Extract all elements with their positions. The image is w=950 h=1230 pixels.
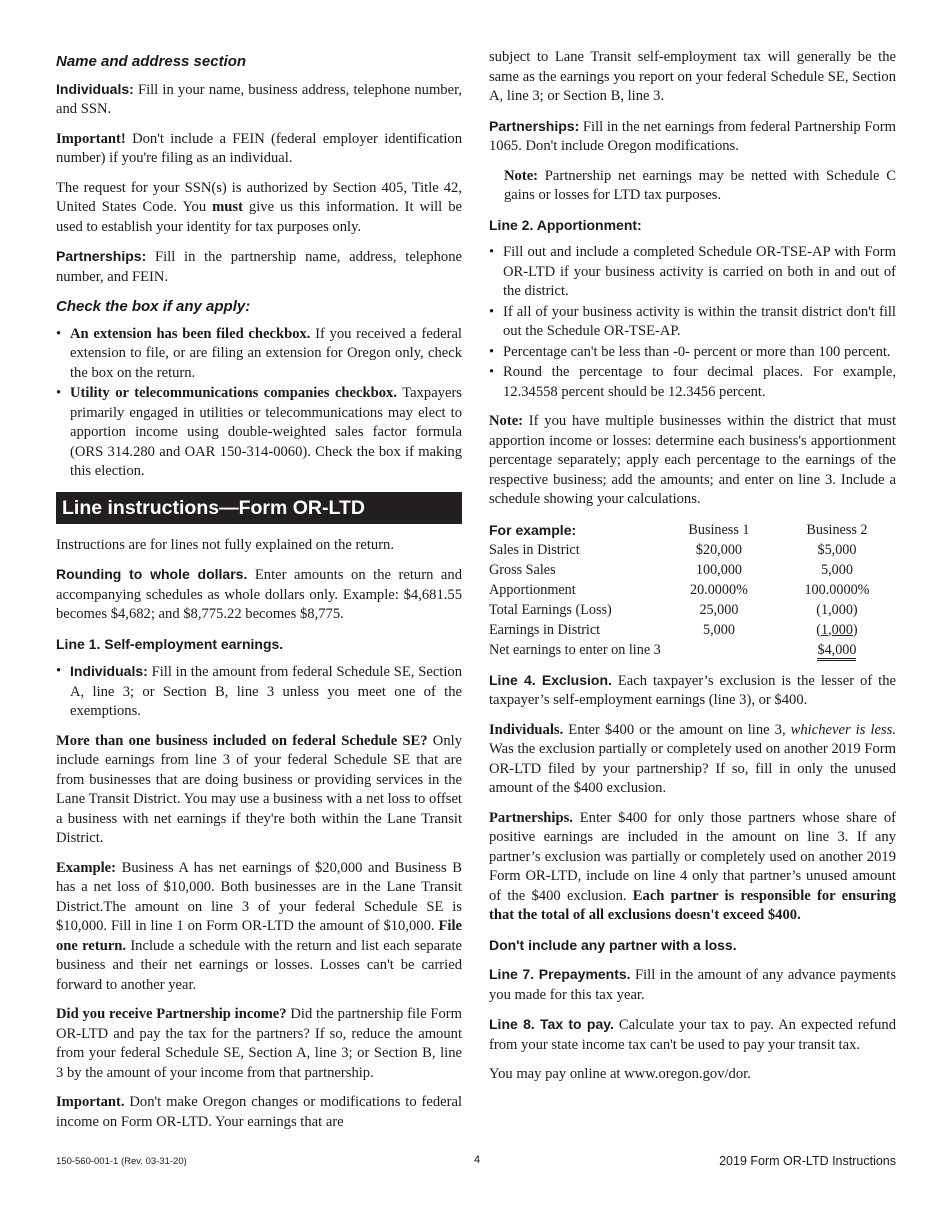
line1-list bbox=[56, 662, 462, 722]
example-table bbox=[489, 520, 896, 661]
example-paragraph: Example: Business A has net earnings of $20,000 and Business B has a net loss of $10,000. Both businesses are in the Lane Transit District.The amount on line 3 of your federal Schedule SE is $10,000. Fill in line 1 on Form OR-LTD the amount of $10,000. File one return. Include a schedule with the return and list each separate business and their net earnings or losses. Losses can't be carried forward to another year. bbox=[56, 859, 462, 993]
left-column bbox=[56, 48, 462, 1142]
line-instructions-banner: Line instructions—Form OR-LTD bbox=[56, 492, 462, 524]
partnership-income-paragraph: Did you receive Partnership income? Did the partnership file Form OR-LTD and pay the tax for the partners? If so, reduce the amount from your federal Schedule SE, Section A, line 3; or Section B, line 3 by the amount of your income from that partnership. bbox=[56, 1006, 463, 1081]
individuals-paragraph: Individuals: Fill in your name, business address, telephone number, and SSN. bbox=[56, 80, 462, 117]
list-item: • An extension has been filed checkbox. If you received a federal extension to file, or are filing an extension for Oregon only, check the box on the return. bbox=[56, 325, 462, 384]
form-number: 150-560-001-1 (Rev. 03-31-20) bbox=[56, 1156, 187, 1167]
right-column bbox=[489, 48, 896, 1095]
note2-paragraph: Note: If you have multiple businesses within the district that must apportion income or losses: determine each business's apportionment percentage separately; apply each percentage to the earnings of the respective business; add the amounts; and enter on line 3. Include a schedule showing your calculations. bbox=[489, 413, 896, 507]
list-item: • Fill out and include a completed Schedule OR-TSE-AP with Form OR-LTD if your business activity is carried on both in and out of the district. bbox=[489, 243, 896, 302]
line7-paragraph: Line 7. Prepayments. Fill in the amount of any advance payments you made for this tax year. bbox=[489, 966, 896, 1003]
table-row: Gross Sales 100,000 5,000 bbox=[489, 561, 853, 578]
list-item: • Percentage can't be less than -0- percent or more than 100 percent. bbox=[489, 343, 896, 363]
list-item: • If all of your business activity is within the transit district don't fill out the Schedule OR-TSE-AP. bbox=[489, 303, 896, 342]
table-total-row: Net earnings to enter on line 3 $4,000 bbox=[489, 640, 896, 661]
no-loss-note: Don't include any partner with a loss. bbox=[489, 936, 737, 953]
list-item: • Utility or telecommunications companies checkbox. Taxpayers primarily engaged in utilities or telecommunications may elect to apportion income using double-weighted sales factor formula (ORS 314.280 and OAR 150-314-0060). Check the box if making this election. bbox=[56, 384, 462, 482]
table-header-row: For example: Business 1 Business 2 bbox=[489, 521, 868, 538]
ssn-paragraph: The request for your SSN(s) is authorized by Section 405, Title 42, United States Code. You must give us this information. It will be used to establish your identity for tax purposes only. bbox=[56, 179, 462, 235]
note-paragraph: Note: Partnership net earnings may be netted with Schedule C gains or losses for LTD tax purposes. bbox=[504, 167, 896, 203]
line1-heading: Line 1. Self-employment earnings. bbox=[56, 635, 284, 652]
line2-list bbox=[489, 243, 896, 402]
partnerships-paragraph: Partnerships: Fill in the net earnings from federal Partnership Form 1065. Don't include Oregon modifications. bbox=[489, 117, 896, 154]
line8-paragraph: Line 8. Tax to pay. Calculate your tax to pay. An expected refund from your state income tax can't be used to pay your transit tax. bbox=[489, 1016, 896, 1053]
line2-heading: Line 2. Apportionment: bbox=[489, 216, 642, 233]
name-address-heading: Name and address section bbox=[56, 53, 247, 70]
check-box-list bbox=[56, 325, 462, 482]
important-paragraph: Important! Don't include a FEIN (federal employer identification number) if you're filing as an individual. bbox=[56, 130, 462, 166]
table-row: Apportionment 20.0000% 100.0000% bbox=[489, 581, 870, 598]
page-number: 4 bbox=[474, 1154, 481, 1166]
partnerships-exclusion-paragraph: Partnerships. Enter $400 for only those partners whose share of positive earnings are included in the amount on line 3. If any partner’s exclusion was partially or completely used on another 2019 Form OR-LTD, include on line 4 only that partner’s unused amount of the $400 exclusion. Each partner is responsible for ensuring that the total of all exclusions doesn't exceed $400. bbox=[489, 809, 896, 923]
instructions-intro: Instructions are for lines not fully explained on the return. bbox=[56, 536, 394, 553]
check-box-heading: Check the box if any apply: bbox=[56, 298, 251, 315]
footer-title: 2019 Form OR-LTD Instructions bbox=[719, 1154, 896, 1168]
individuals-exclusion-paragraph: Individuals. Enter $400 or the amount on line 3, whichever is less. Was the exclusion partially or completely used on another 2019 Form OR-LTD filed by your partnership? If so, fill in only the unused amount of the $400 exclusion. bbox=[489, 721, 896, 796]
more-than-one-paragraph: More than one business included on federal Schedule SE? Only include earnings from line 3 of your federal Schedule SE that are from businesses that are doing business or providing services in the Lane Transit District. You may use a business with a net loss to offset a business with net earnings if they're both within the Lane Transit District. bbox=[56, 732, 462, 846]
table-row: Total Earnings (Loss) 25,000 (1,000) bbox=[489, 601, 858, 618]
partnerships-paragraph: Partnerships: Fill in the partnership name, address, telephone number, and FEIN. bbox=[56, 248, 462, 285]
important2-paragraph: Important. Don't make Oregon changes or modifications to federal income on Form OR-LTD. Your earnings that are bbox=[56, 1094, 462, 1130]
rounding-paragraph: Rounding to whole dollars. Enter amounts on the return and accompanying schedules as whole dollars only. Example: $4,681.55 becomes $4,682; and $8,775.22 becomes $8,775. bbox=[56, 566, 462, 622]
pay-online-paragraph: You may pay online at www.oregon.gov/dor. bbox=[489, 1066, 751, 1082]
table-row: Sales in District $20,000 $5,000 bbox=[489, 541, 857, 558]
continued-paragraph: subject to Lane Transit self-employment tax will generally be the same as the earnings you report on your federal Schedule SE, Section A, line 3; or Section B, line 3. bbox=[489, 49, 896, 104]
table-row: Earnings in District 5,000 (1,000) bbox=[489, 621, 858, 638]
list-item: • Individuals: Fill in the amount from federal Schedule SE, Section A, line 3; or Section B, line 3 unless you meet one of the exemptions. bbox=[56, 662, 462, 722]
list-item: • Round the percentage to four decimal places. For example, 12.34558 percent should be 12.3456 percent. bbox=[489, 363, 896, 402]
line4-paragraph: Line 4. Exclusion. Each taxpayer’s exclusion is the lesser of the taxpayer’s self-employment earnings (line 3), or $400. bbox=[489, 671, 896, 708]
